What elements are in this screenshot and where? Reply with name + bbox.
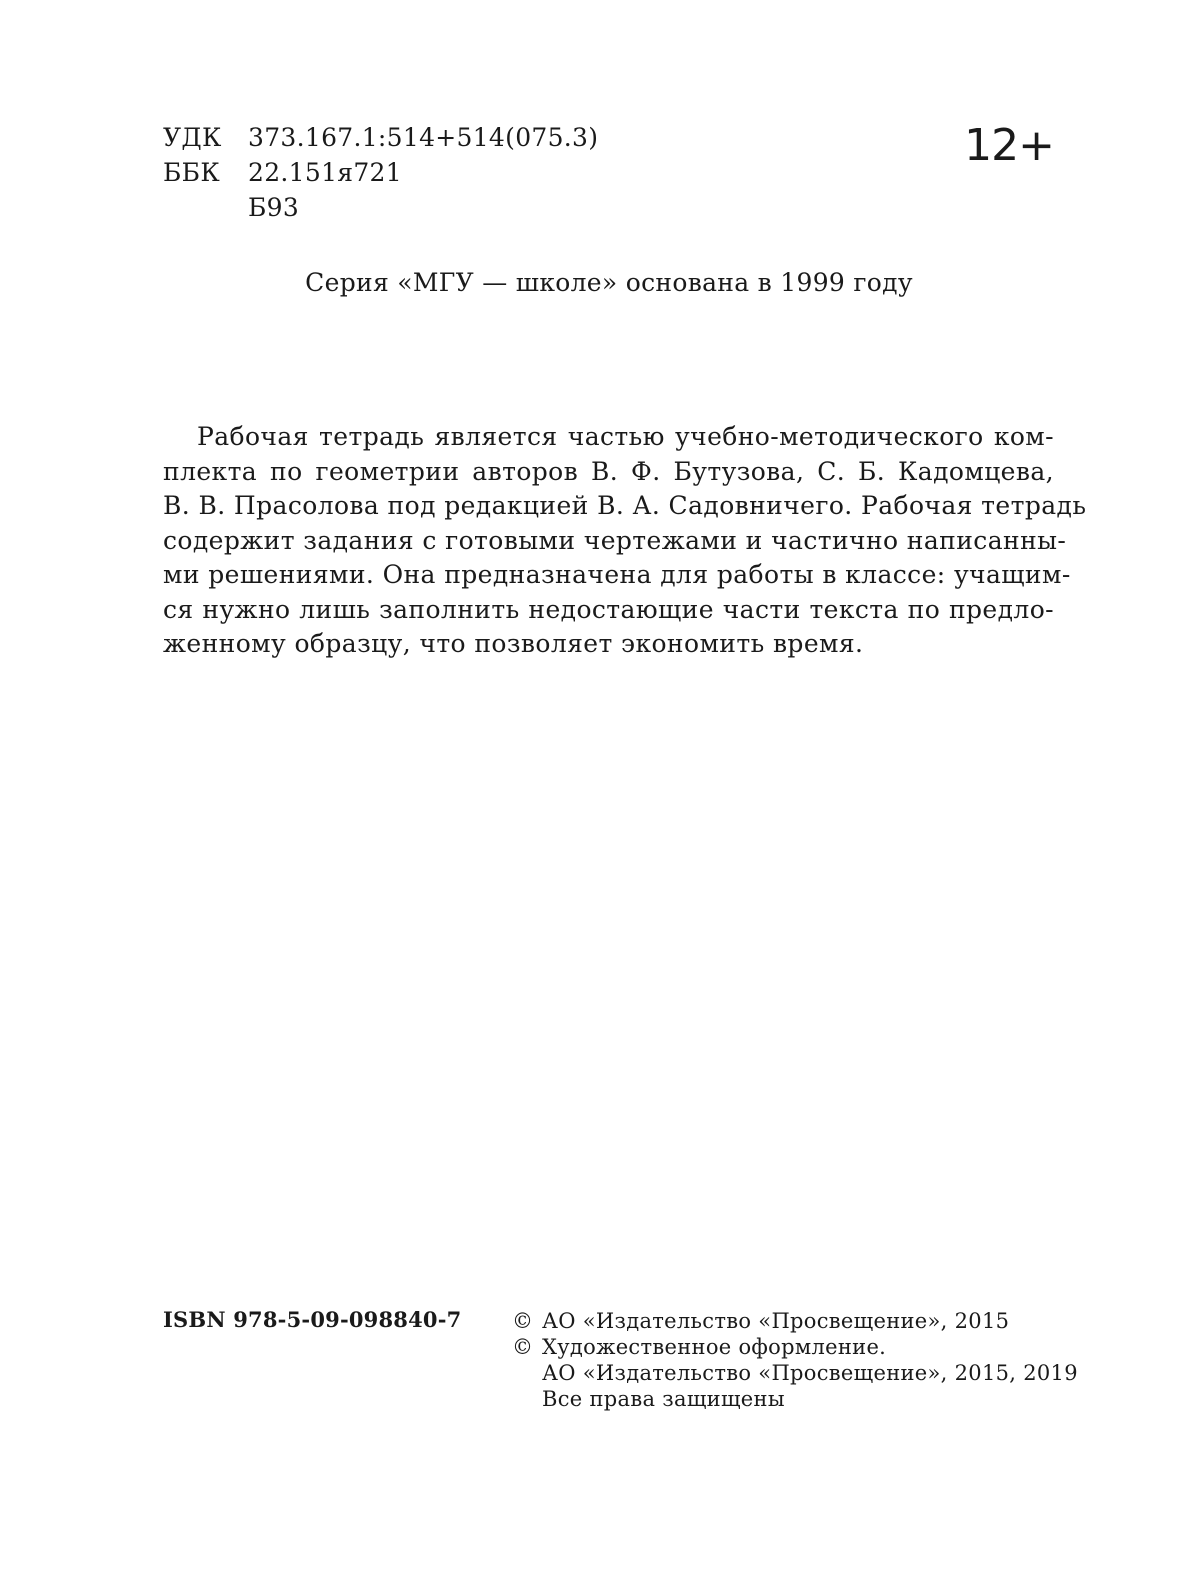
- annotation-line: содержит задания с готовыми чертежами и частично написанны-: [163, 525, 1067, 555]
- author-sign-spacer: [163, 190, 248, 225]
- udk-label: УДК: [163, 123, 222, 152]
- annotation-line: ся нужно лишь заполнить недостающие части текста по предло-: [163, 594, 1054, 624]
- annotation-line: ми решениями. Она предназначена для работы в классе: учащим-: [163, 560, 1071, 589]
- copyright-indent: [512, 1360, 542, 1386]
- isbn: ISBN 978-5-09-098840-7: [163, 1307, 462, 1332]
- annotation-line: В. В. Прасолова под редакцией В. А. Садовничего. Рабочая тетрадь: [163, 491, 1087, 520]
- udk-row: [163, 120, 598, 155]
- copyright-block: [512, 1308, 1078, 1412]
- classification-block: [163, 120, 598, 225]
- copyright-publisher: АО «Издательство «Просвещение», 2015: [542, 1309, 1010, 1333]
- copyright-design: Художественное оформление.: [542, 1335, 887, 1359]
- age-rating: 12+: [964, 120, 1054, 171]
- annotation-line: плекта по геометрии авторов В. Ф. Бутузова, С. Б. Кадомцева,: [163, 456, 1054, 486]
- copyright-row: [512, 1386, 1078, 1412]
- annotation-line: женному образцу, что позволяет экономить время.: [163, 629, 864, 658]
- copyright-symbol: ©: [512, 1335, 534, 1359]
- series-note: Серия «МГУ — школе» основана в 1999 году: [305, 268, 913, 297]
- copyright-row: [512, 1334, 1078, 1360]
- copyright-row: [512, 1360, 1078, 1386]
- author-sign: Б93: [248, 193, 300, 222]
- annotation-paragraph: [163, 420, 1087, 662]
- udk-value: 373.167.1:514+514(075.3): [248, 123, 599, 152]
- rights-reserved: Все права защищены: [542, 1387, 785, 1411]
- annotation-line: Рабочая тетрадь является частью учебно-методического ком-: [197, 422, 1054, 451]
- author-sign-row: [163, 190, 598, 225]
- copyright-indent: [512, 1386, 542, 1412]
- copyright-row: [512, 1308, 1078, 1334]
- bbk-label: ББК: [163, 158, 220, 187]
- copyright-design-publisher: АО «Издательство «Просвещение», 2015, 2019: [542, 1361, 1078, 1385]
- bbk-value: 22.151я721: [248, 158, 402, 187]
- copyright-symbol: ©: [512, 1309, 534, 1333]
- bbk-row: [163, 155, 598, 190]
